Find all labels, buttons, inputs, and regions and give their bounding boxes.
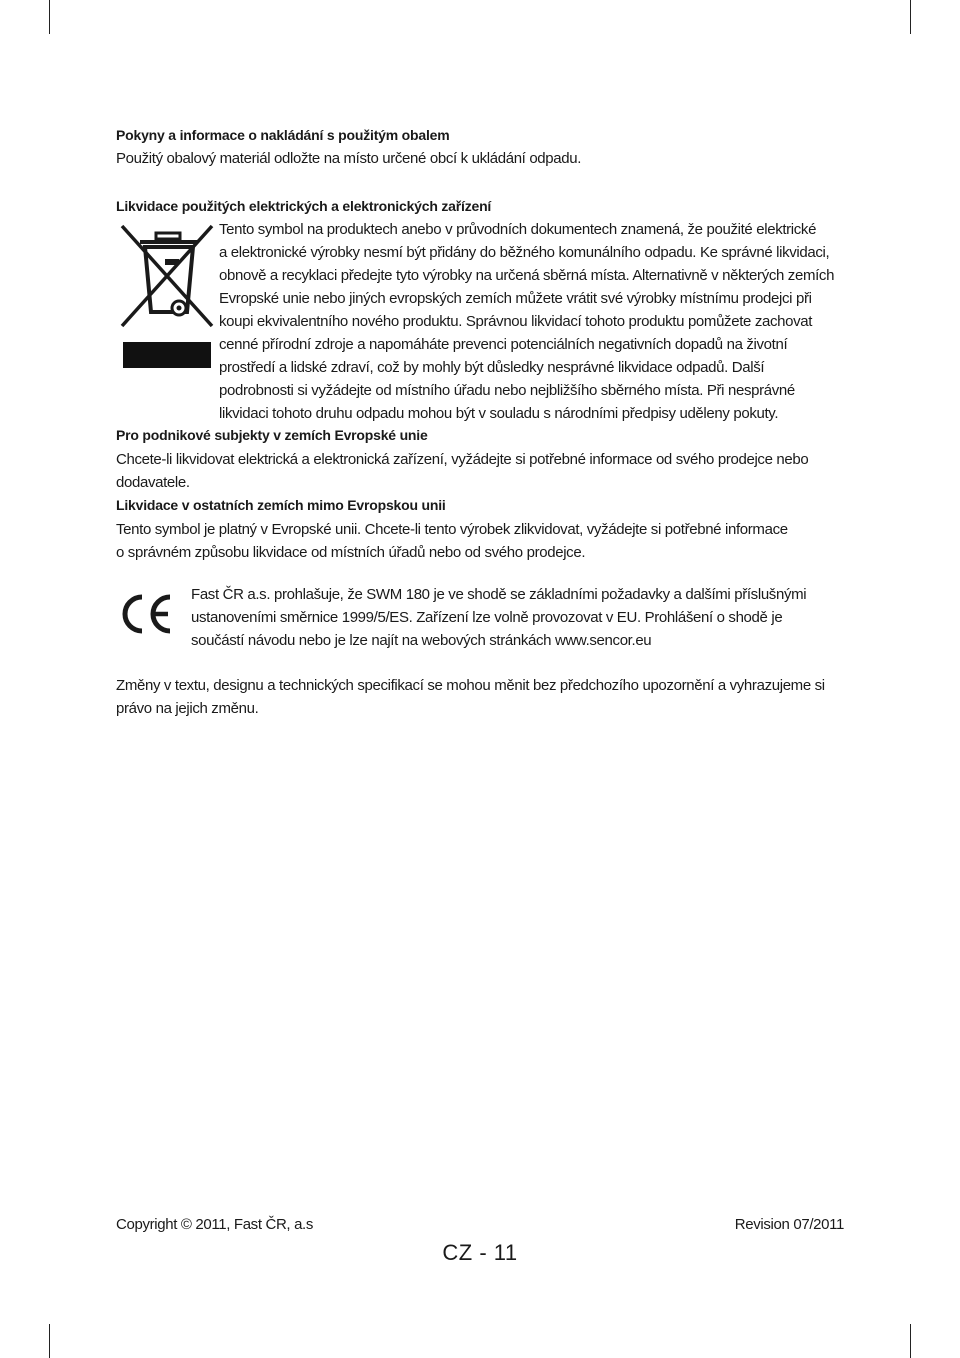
changes-line: právo na jejich změnu. — [116, 700, 259, 717]
changes-notice — [116, 674, 825, 720]
page-number: CZ - 11 — [442, 1240, 518, 1265]
crop-mark — [49, 0, 50, 34]
weee-line: Tento symbol na produktech anebo v průvodních dokumentech znamená, že použité elektrické — [219, 221, 817, 238]
other-countries-section — [116, 496, 788, 564]
weee-line: cenné přírodní zdroje a napomáháte prevenci potenciálních negativních dopadů na životní — [219, 336, 788, 353]
weee-line: podrobnosti si vyžádejte od místního úřadu nebo nejbližšího sběrného místa. Při nesprávné — [219, 382, 795, 399]
other-countries-line: o správném způsobu likvidace od místních úřadů nebo od svého prodejce. — [116, 544, 586, 561]
changes-line: Změny v textu, designu a technických specifikací se mohou měnit bez předchozího upozornění a vyhrazujeme si — [116, 677, 825, 694]
ce-mark-icon — [118, 592, 174, 636]
weee-line: a elektronické výrobky nesmí být přidány do běžného komunálního odpadu. Ke správné likvidaci, — [219, 244, 830, 261]
weee-heading: Likvidace použitých elektrických a elektronických zařízení — [116, 198, 492, 214]
footer-revision: Revision 07/2011 — [734, 1216, 844, 1233]
ce-line: ustanoveními směrnice 1999/5/ES. Zařízení lze volně provozovat v EU. Prohlášení o shodě je — [191, 609, 783, 626]
ce-declaration — [191, 583, 851, 652]
crossed-out-wheeled-bin-icon — [118, 224, 218, 374]
business-heading: Pro podnikové subjekty v zemích Evropské unie — [116, 427, 428, 443]
weee-text — [219, 218, 859, 425]
weee-line: Evropské unie nebo jiných evropských zemích můžete vrátit své výrobky místnímu prodejci při — [219, 290, 812, 307]
other-countries-heading: Likvidace v ostatních zemích mimo Evropskou unii — [116, 497, 446, 513]
weee-line: likvidaci tohoto druhu odpadu mohou být v souladu s národními předpisy uděleny pokuty. — [219, 405, 779, 422]
packaging-heading: Pokyny a informace o nakládání s použitým obalem — [116, 127, 450, 143]
ce-line: Fast ČR a.s. prohlašuje, že SWM 180 je ve shodě se základními požadavky a dalšími příslušnými — [191, 586, 807, 603]
business-line: dodavatele. — [116, 474, 190, 491]
packaging-section — [116, 126, 581, 170]
weee-line: prostředí a lidské zdraví, což by mohly být důsledky nesprávné likvidace odpadů. Další — [219, 359, 765, 376]
business-section — [116, 426, 808, 494]
other-countries-line: Tento symbol je platný v Evropské unii. Chcete-li tento výrobek zlikvidovat, vyžádejte si potřebné informace — [116, 521, 788, 538]
crop-mark — [910, 1324, 911, 1358]
business-line: Chcete-li likvidovat elektrická a elektronická zařízení, vyžádejte si potřebné informace od svého prodejce nebo — [116, 451, 809, 468]
ce-line: součástí návodu nebo je lze najít na webových stránkách www.sencor.eu — [191, 632, 652, 649]
weee-line: obnově a recyklaci předejte tyto výrobky na určená sběrná místa. Alternativně v některých zemích — [219, 267, 835, 284]
weee-line: koupi ekvivalentního nového produktu. Správnou likvidací tohoto produktu pomůžete zachovat — [219, 313, 813, 330]
crop-mark — [49, 1324, 50, 1358]
footer-copyright: Copyright © 2011, Fast ČR, a.s — [116, 1216, 314, 1233]
crop-mark — [910, 0, 911, 34]
packaging-text: Použitý obalový materiál odložte na místo určené obcí k ukládání odpadu. — [116, 150, 582, 167]
